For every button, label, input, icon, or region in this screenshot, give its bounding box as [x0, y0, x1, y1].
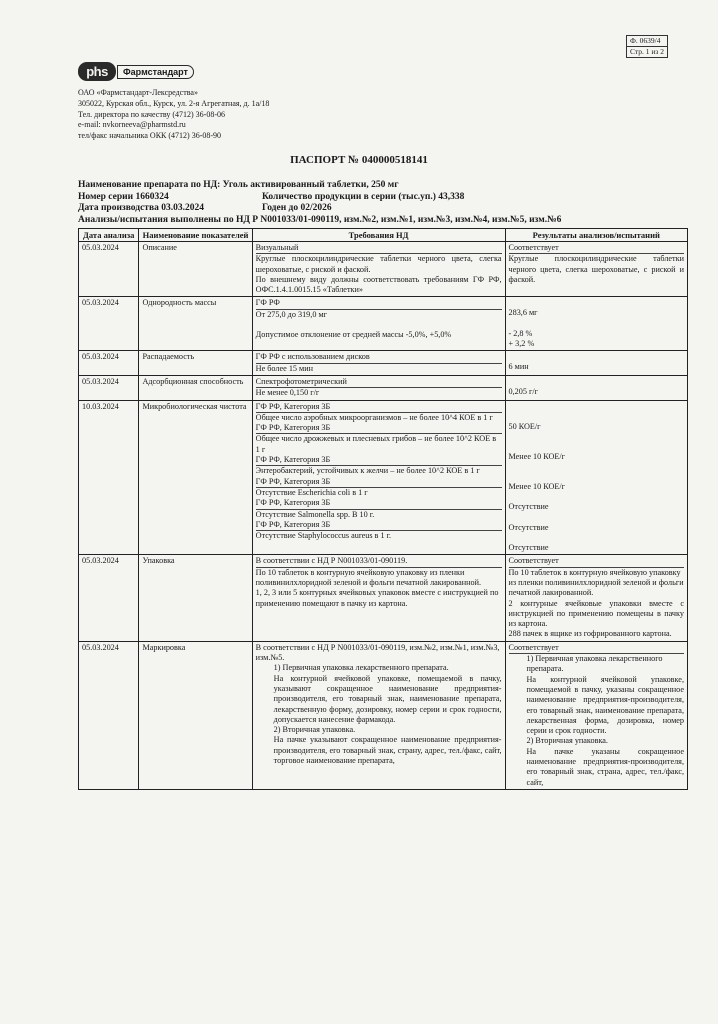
table-row [79, 555, 688, 641]
logo-name: Фармстандарт [117, 65, 194, 79]
req-method: ГФ РФ, Категория 3Б [256, 402, 502, 413]
req-method: ГФ РФ, Категория 3Б [256, 455, 502, 466]
row-results [505, 297, 688, 351]
row-date: 05.03.2024 [79, 555, 139, 641]
res-value: 50 КОЕ/г [508, 421, 541, 431]
row-requirements [252, 641, 505, 789]
row-results [505, 375, 688, 400]
row-results [505, 641, 688, 789]
table-row [79, 400, 688, 555]
req-text: По внешнему виду должны соответствовать требованиям ГФ РФ, ОФС.1.4.1.0015.15 «Таблетки» [255, 274, 502, 295]
req-text: Допустимое отклонение от средней массы -5,0%, +5,0% [255, 330, 452, 340]
req-text: Не более 15 мин [255, 363, 313, 373]
row-results [505, 242, 688, 297]
row-requirements [252, 351, 505, 376]
res-value: - 2,8 % [508, 328, 533, 338]
row-date: 05.03.2024 [79, 641, 139, 789]
row-requirements [252, 375, 505, 400]
expiry-date: Годен до 02/2026 [262, 203, 332, 213]
res-text: 2 контурные ячейковые упаковки вместе с инструкцией по применению помещены в пачку из картона. [508, 598, 684, 629]
req-text: Не менее 0,150 г/г [255, 388, 320, 398]
row-requirements [252, 297, 505, 351]
req-text: От 275,0 до 319,0 мг [255, 309, 327, 319]
row-date: 05.03.2024 [79, 351, 139, 376]
req-text: Энтеробактерий, устойчивых к желчи – не более 10^2 КОЕ в 1 г [255, 466, 480, 476]
res-text: На контурной ячейковой упаковке, помещаемой в пачку, указаны сокращенное наименование предприятия-производителя, его товарный знак, наименование препарата, лекарственная форма, дозировка, номер серии и срок годности. [526, 674, 684, 736]
res-value: Отсутствие [508, 502, 549, 512]
req-method: ГФ РФ [256, 298, 502, 309]
company-fax: тел/факс начальника ОКК (4712) 36-08-90 [78, 131, 222, 141]
row-indicator: Адсорбционная способность [139, 375, 252, 400]
row-date: 05.03.2024 [79, 375, 139, 400]
table-row [79, 641, 688, 789]
series-number: Номер серии 1660324 [78, 191, 169, 202]
req-text: Общее число аэробных микроорганизмов – не более 10^4 КОЕ в 1 г [255, 412, 493, 422]
company-phone: Тел. директора по качеству (4712) 36-08-06 [78, 109, 226, 119]
res-value: Менее 10 КОЕ/г [508, 482, 566, 492]
req-method: ГФ РФ, Категория 3Б [256, 520, 502, 531]
table-row [79, 375, 688, 400]
req-text: 1, 2, 3 или 5 контурных ячейковых упаковок вместе с инструкцией по применению помещают в пачку из картона. [255, 588, 499, 608]
row-results [505, 400, 688, 555]
req-text: Круглые плоскоцилиндрические таблетки черного цвета, слегка шероховатые, с риской и фаской. [255, 254, 502, 274]
company-address: 305022, Курская обл., Курск, ул. 2-я Агрегатная, д. 1а/18 [78, 98, 270, 108]
analysis-table [78, 228, 688, 790]
row-requirements [252, 555, 505, 641]
req-method: В соответствии с НД Р N001033/01-090119. [256, 556, 502, 567]
req-text: В соответствии с НД Р N001033/01-090119, изм.№2, изм.№1, изм.№3, изм.№5. [255, 642, 500, 663]
res-value: 283,6 мг [508, 308, 538, 318]
res-value: + 3,2 % [508, 339, 535, 349]
row-date: 05.03.2024 [79, 242, 139, 297]
res-status: Соответствует [509, 243, 685, 254]
req-method: ГФ РФ, Категория 3Б [256, 477, 502, 488]
req-text: На контурной ячейковой упаковке, помещаемой в пачку, указывают сокращенное наименование предприятия-производителя, его товарный знак, наименование препарата, лекарственную форму, дозировку, номер серии и срок годности, допускается нанесение фармакода. [273, 673, 502, 724]
res-value: Менее 10 КОЕ/г [508, 451, 566, 461]
row-date: 10.03.2024 [79, 400, 139, 555]
res-value: 0,205 г/г [508, 386, 538, 396]
table-row [79, 351, 688, 376]
req-method: ГФ РФ, Категория 3Б [256, 423, 502, 434]
company-name: ОАО «Фармстандарт-Лексредства» [78, 88, 198, 97]
res-text: 2) Вторичная упаковка. [526, 736, 608, 746]
res-text: 1) Первичная упаковка лекарственного препарата. [526, 654, 663, 674]
header-date: Дата анализа [79, 229, 139, 242]
table-row [79, 297, 688, 351]
document-title: ПАСПОРТ № 040000518141 [290, 154, 428, 166]
row-requirements [252, 242, 505, 297]
header-results: Результаты анализов/испытаний [505, 229, 688, 242]
row-indicator: Распадаемость [139, 351, 252, 376]
header-indicator: Наименование показателей [139, 229, 252, 242]
req-method: Спектрофотометрический [256, 377, 502, 388]
row-indicator: Описание [139, 242, 252, 297]
row-indicator: Упаковка [139, 555, 252, 641]
company-logo [78, 62, 194, 81]
req-text: По 10 таблеток в контурную ячейковую упаковку из пленки поливинилхлоридной зеленой и фольги печатной лакированной. [255, 567, 482, 587]
req-method: ГФ РФ с использованием дисков [256, 352, 502, 363]
res-value: Отсутствие [508, 543, 549, 553]
res-value: 6 мин [508, 362, 529, 372]
req-text: Общее число дрожжевых и плесневых грибов – не более 10^2 КОЕ в 1 г [255, 434, 497, 454]
req-text: 1) Первичная упаковка лекарственного препарата. [273, 663, 449, 673]
res-text: На пачке указаны сокращенное наименование предприятия-производителя, его товарный знак, страна, адрес, тел./факс, сайт, [526, 746, 684, 787]
req-text: Отсутствие Escherichia coli в 1 г [255, 487, 368, 497]
row-indicator: Микробиологическая чистота [139, 400, 252, 555]
row-indicator: Однородность массы [139, 297, 252, 351]
row-results [505, 351, 688, 376]
req-method: Визуальный [256, 243, 502, 254]
row-requirements [252, 400, 505, 555]
header-requirements: Требования НД [252, 229, 505, 242]
res-status: Соответствует [509, 643, 685, 654]
req-text: 2) Вторичная упаковка. [273, 725, 356, 735]
page-number: Стр. 1 из 2 [630, 47, 664, 56]
req-text: Отсутствие Staphylococcus aureus в 1 г. [255, 531, 392, 541]
form-code-box [626, 35, 668, 58]
res-status: Соответствует [509, 556, 685, 567]
req-text: Отсутствие Salmonella spp. В 10 г. [255, 509, 375, 519]
product-name: Наименование препарата по НД: Уголь активированный таблетки, 250 мг [78, 180, 399, 190]
form-code: Ф. 0639/4 [627, 36, 667, 47]
res-text: Круглые плоскоцилиндрические таблетки черного цвета, слегка шероховатые, с риской и фаской. [508, 254, 684, 284]
logo-mark-icon: phs [78, 62, 116, 81]
req-method: ГФ РФ, Категория 3Б [256, 498, 502, 509]
res-text: По 10 таблеток в контурную ячейковую упаковку из пленки поливинилхлоридной зеленой и фольги печатной лакированной. [508, 567, 684, 598]
req-text: На пачке указывают сокращенное наименование предприятия-производителя, его товарный знак, страну, адрес, тел./факс, сайт, торговое наименование препарата, [273, 735, 502, 765]
row-date: 05.03.2024 [79, 297, 139, 351]
production-date: Дата производства 03.03.2024 [78, 203, 204, 213]
table-row [79, 242, 688, 297]
company-info [78, 88, 269, 142]
res-text: 288 пачек в ящике из гофрированного картона. [508, 629, 672, 639]
res-value: Отсутствие [508, 522, 549, 532]
table-header-row [79, 229, 688, 242]
analyses-basis: Анализы/испытания выполнены по НД Р N001033/01-090119, изм.№2, изм.№1, изм.№3, изм.№4, изм.№5, изм.№6 [78, 214, 562, 225]
row-indicator: Маркировка [139, 641, 252, 789]
company-email: e-mail: nvkorneeva@pharmstd.ru [78, 120, 186, 130]
row-results [505, 555, 688, 641]
series-quantity: Количество продукции в серии (тыс.уп.) 43,338 [262, 191, 465, 202]
product-meta [78, 180, 698, 226]
